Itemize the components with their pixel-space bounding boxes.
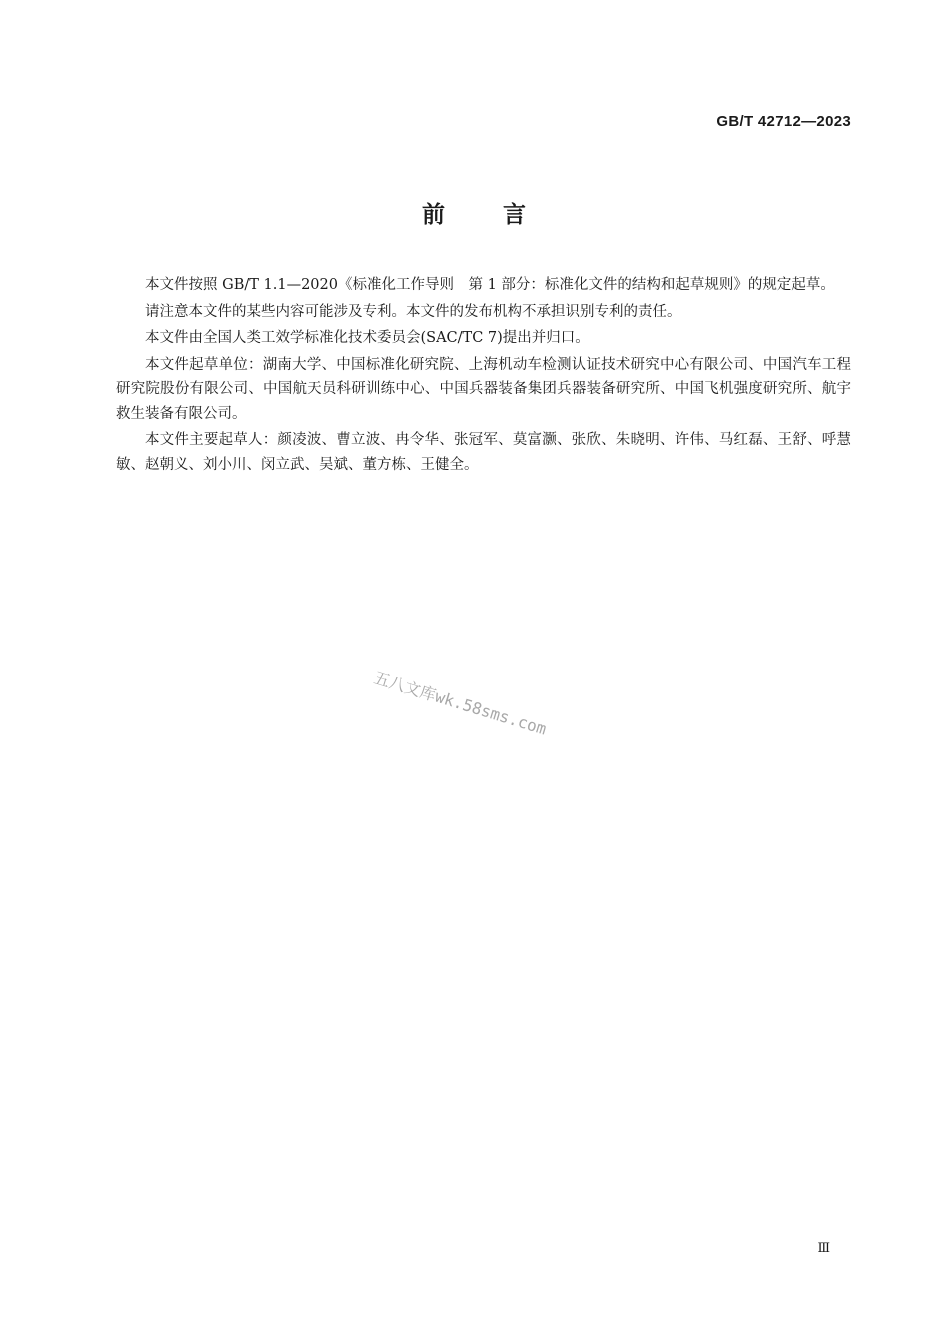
paragraph-main-drafters: 本文件主要起草人：颜凌波、曹立波、冉令华、张冠军、莫富灏、张欣、朱晓明、许伟、马红磊、王舒、呼慧敏、赵朝义、刘小川、闵立武、吴斌、董方栋、王健全。 (116, 432, 851, 473)
watermark-text: 五八文库wk.58sms.com (371, 667, 549, 739)
page-number: Ⅲ (817, 1240, 830, 1255)
document-standard-number: GB/T 42712—2023 (716, 113, 851, 130)
paragraph-proposer: 本文件由全国人类工效学标准化技术委员会(SAC/TC 7)提出并归口。 (145, 330, 590, 346)
paragraph-patent-notice: 请注意本文件的某些内容可能涉及专利。本文件的发布机构不承担识别专利的责任。 (145, 303, 682, 320)
foreword-body (116, 273, 851, 479)
title-char-1: 前 (422, 202, 447, 228)
title-char-2: 言 (503, 202, 528, 228)
paragraph-drafting-rules: 本文件按照 GB/T 1.1—2020《标准化工作导则 第 1 部分：标准化文件的结构和起草规则》的规定起草。 (145, 277, 835, 293)
paragraph-drafting-units: 本文件起草单位：湖南大学、中国标准化研究院、上海机动车检测认证技术研究中心有限公司、中国汽车工程研究院股份有限公司、中国航天员科研训练中心、中国兵器装备集团兵器装备研究所、中国飞机强度研究所、航宇救生装备有限公司。 (116, 356, 851, 422)
page-title (0, 196, 950, 229)
